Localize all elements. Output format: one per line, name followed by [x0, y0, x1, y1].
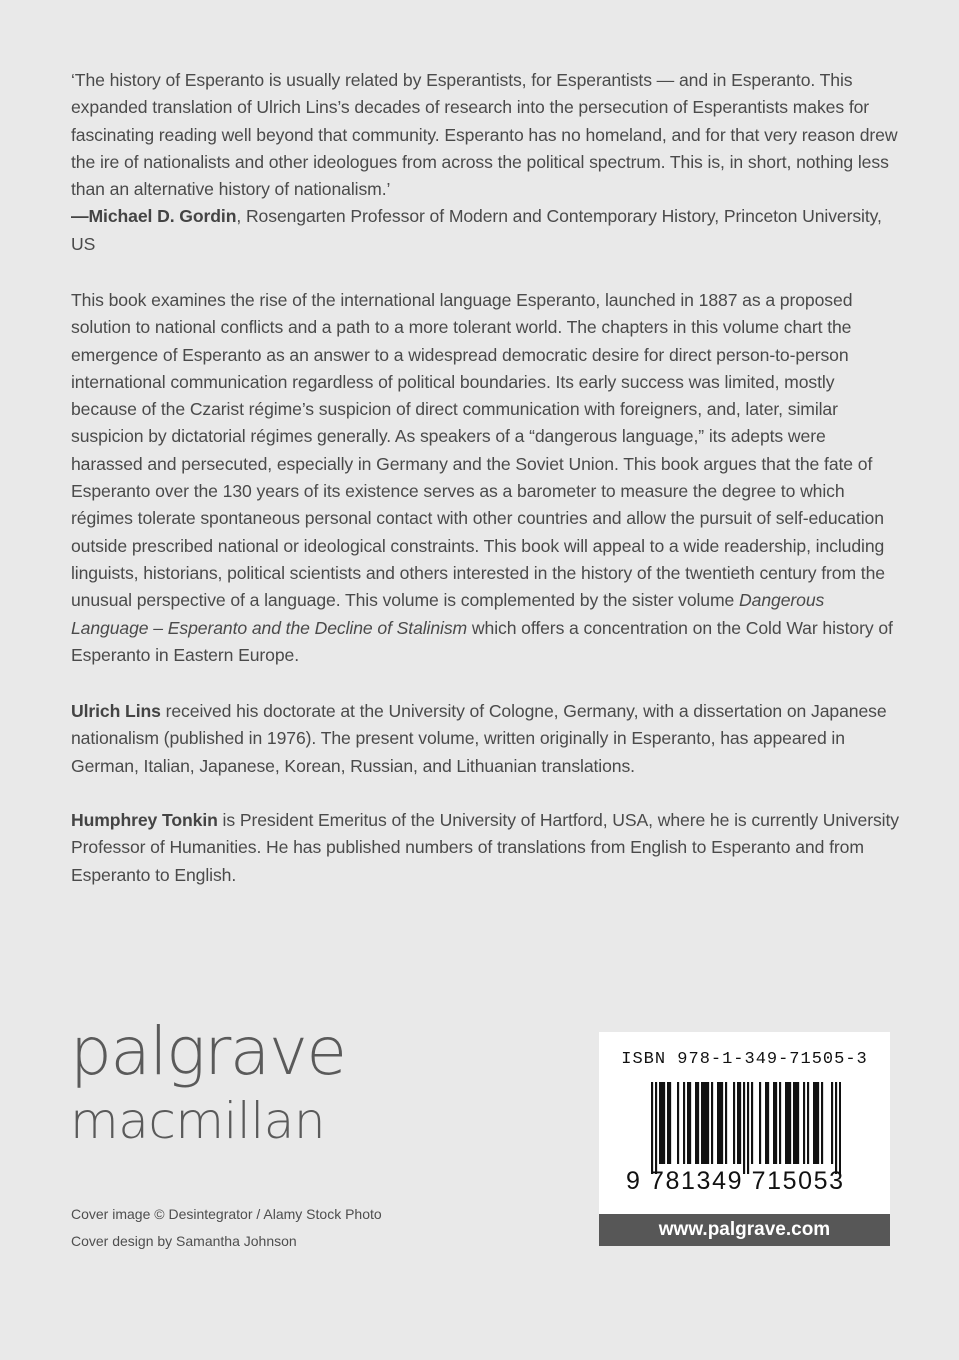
barcode-bar: [651, 1082, 653, 1174]
logo-line-macmillan: macmillan: [70, 1092, 326, 1150]
quote-dash: —: [71, 206, 89, 227]
barcode-bar: [785, 1082, 787, 1164]
barcode-bar: [759, 1082, 761, 1164]
barcode-bar: [705, 1082, 707, 1164]
barcode-bar: [669, 1082, 671, 1164]
barcode-bar: [707, 1082, 709, 1164]
barcode-bar: [711, 1082, 713, 1164]
barcode-bar: [717, 1082, 719, 1164]
barcode-bar: [831, 1082, 833, 1164]
endorsement-quote: [71, 67, 901, 258]
barcode-bar: [835, 1082, 837, 1174]
barcode-bar: [663, 1082, 665, 1164]
barcode-bar: [787, 1082, 789, 1164]
barcode-bar: [703, 1082, 705, 1164]
author-bio: [71, 698, 901, 780]
barcode-bar: [817, 1082, 819, 1164]
barcode-bar: [795, 1082, 797, 1164]
barcode-bar: [737, 1082, 739, 1164]
barcode-bar: [797, 1082, 799, 1164]
quote-affiliation: , Rosengarten Professor of Modern and Contemporary History, Princeton University, US: [71, 206, 882, 254]
barcode-bar: [659, 1082, 661, 1164]
barcode-bar: [767, 1082, 769, 1164]
barcode-bar: [803, 1082, 805, 1164]
cover-design-credit: Cover design by Samantha Johnson: [71, 1233, 297, 1249]
author-bio-text: received his doctorate at the University of Cologne, Germany, with a dissertation on Japanese nationalism (published in 1976). The present volume, written originally in Esperanto, has appeared in German, Italian, Japanese, Korean, Russian, and Lithuanian translations.: [71, 701, 887, 776]
barcode-bars: [651, 1082, 841, 1174]
barcode-bar: [655, 1082, 657, 1174]
quote-text: ‘The history of Esperanto is usually related by Esperantists, for Esperantists — and in Esperanto. This expanded translation of Ulrich Lins’s decades of research into the persecution of Esperantists makes for fascinating reading well beyond that community. Esperanto has no homeland, and for that very reason drew the ire of nationalists and other ideologues from across the political spectrum. This is, in short, nothing less than an alternative history of nationalism.’: [71, 70, 898, 200]
quote-author: Michael D. Gordin: [88, 206, 237, 227]
barcode-bar: [677, 1082, 679, 1164]
barcode-bar: [813, 1082, 815, 1164]
barcode-bar: [701, 1082, 703, 1164]
author-name: Ulrich Lins: [71, 701, 161, 721]
barcode-bar: [695, 1082, 697, 1164]
barcode-bar: [733, 1082, 735, 1164]
sister-volume-title: Dangerous Language – Esperanto and the Decline of Stalinism: [71, 590, 825, 638]
barcode-bar: [821, 1082, 823, 1164]
translator-bio: [71, 807, 901, 889]
publisher-logo: [70, 1013, 346, 1150]
barcode-bar: [773, 1082, 775, 1164]
cover-image-credit: Cover image © Desintegrator / Alamy Stock Photo: [71, 1206, 382, 1222]
publisher-website[interactable]: www.palgrave.com: [599, 1214, 890, 1246]
barcode-bar: [815, 1082, 817, 1164]
barcode-bar: [683, 1082, 685, 1164]
barcode-bar: [793, 1082, 795, 1164]
barcode-bar: [807, 1082, 809, 1164]
barcode-bar: [739, 1082, 741, 1164]
barcode-bar: [697, 1082, 699, 1164]
book-description: [71, 287, 901, 669]
barcode-bar: [839, 1082, 841, 1174]
barcode-bar: [689, 1082, 691, 1164]
barcode-bar: [747, 1082, 749, 1174]
barcode-bar: [667, 1082, 669, 1164]
barcode-bar: [743, 1082, 745, 1174]
logo-line-palgrave: palgrave: [70, 1013, 346, 1090]
translator-bio-text: is President Emeritus of the University of Hartford, USA, where he is currently University Professor of Humanities. He has published numbers of translations from English to Esperanto and from Esperanto to English.: [71, 810, 899, 885]
barcode-bar: [719, 1082, 721, 1164]
barcode-bar: [721, 1082, 723, 1164]
barcode-bar: [751, 1082, 753, 1164]
translator-name: Humphrey Tonkin: [71, 810, 218, 830]
barcode-bar: [687, 1082, 689, 1164]
isbn-barcode: [599, 1032, 890, 1214]
isbn-label: ISBN 978-1-349-71505-3: [621, 1050, 868, 1069]
description-part2: which offers a concentration on the Cold War history of Esperanto in Eastern Europe.: [71, 617, 893, 665]
description-part1: This book examines the rise of the international language Esperanto, launched in 1887 as a proposed solution to national conflicts and a path to a more tolerant world. The chapters in this volume chart the emergence of Esperanto as an answer to a widespread democratic desire for direct person-to-person international communication regardless of political boundaries. Its early success was limited, mostly because of the Czarist régime’s suspicion of direct communication with foreigners, and, later, similar suspicion by dictatorial régimes generally. As speakers of a “dangerous language,” its adepts were harassed and persecuted, especially in Germany and the Soviet Union. This book argues that the fate of Esperanto over the 130 years of its existence serves as a barometer to measure the degree to which régimes tolerate spontaneous personal contact with other countries and allow the pursuit of self-education outside prescribed national or ideological constraints. This book will appeal to a wide readership, including linguists, historians, political scientists and others interested in the history of the twentieth century from the unusual perspective of a language. This volume is complemented by the sister volume: [71, 290, 885, 611]
cover-credits: [71, 1201, 382, 1255]
barcode-bar: [765, 1082, 767, 1164]
barcode-bar: [725, 1082, 727, 1164]
barcode-digits: 9 781349 715053: [626, 1167, 845, 1195]
barcode-bar: [661, 1082, 663, 1164]
barcode-bar: [775, 1082, 777, 1164]
barcode-bar: [789, 1082, 791, 1164]
barcode-bar: [779, 1082, 781, 1164]
